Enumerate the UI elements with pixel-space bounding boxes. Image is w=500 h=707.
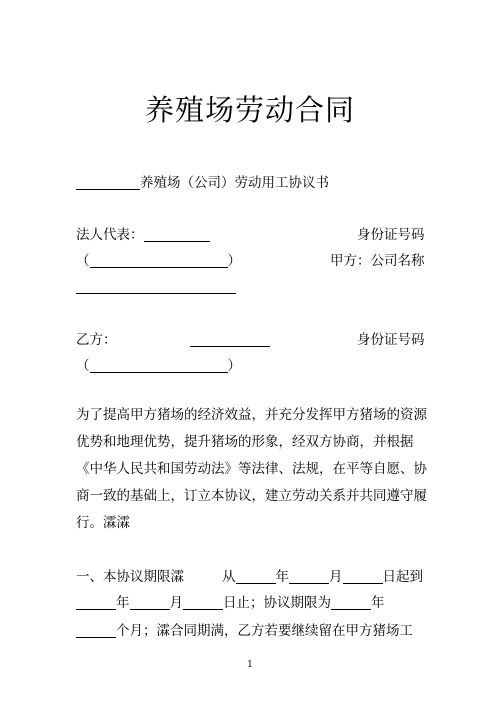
id-number-label: 身份证号码 xyxy=(357,227,425,243)
month-text: 月 xyxy=(169,595,183,611)
day-start-text: 日起到 xyxy=(382,569,423,585)
id-number-label-b: 身份证号码 xyxy=(357,332,425,348)
clause1-line2 xyxy=(76,594,385,612)
blank-underline xyxy=(76,175,140,190)
party-a-label: 甲方：公司名称 xyxy=(330,253,425,269)
blank-underline xyxy=(130,595,170,610)
clause1-heading: 一、本协议期限瀮 xyxy=(76,569,184,585)
clause1-from xyxy=(222,568,423,586)
close-paren: ） xyxy=(227,358,241,374)
page-number: 1 xyxy=(247,660,253,670)
id-paren-line-b xyxy=(76,357,241,375)
subtitle-line xyxy=(76,174,329,192)
clause1-line1 xyxy=(76,568,184,586)
close-paren: ） xyxy=(227,253,241,269)
legal-rep-line xyxy=(76,226,210,244)
year-text: 年 xyxy=(371,595,385,611)
id-paren-line xyxy=(76,252,241,270)
year-text: 年 xyxy=(116,595,130,611)
company-name-line xyxy=(76,278,236,296)
blank-underline xyxy=(76,595,116,610)
blank-underline xyxy=(289,569,329,584)
blank-underline xyxy=(331,595,371,610)
blank-underline xyxy=(236,569,276,584)
blank-underline xyxy=(190,332,270,347)
blank-underline xyxy=(90,253,228,268)
year-text: 年 xyxy=(275,569,289,585)
open-paren: （ xyxy=(76,358,90,374)
end-text: 日止；协议期限为 xyxy=(223,595,331,611)
clause1-line3-text: 个月；瀮合同期满，乙方若要继续留在甲方猪场工 xyxy=(116,623,413,639)
party-b-line xyxy=(76,331,117,349)
blank-underline xyxy=(76,623,116,638)
document-title: 养殖场劳动合同 xyxy=(144,93,355,127)
blank-underline xyxy=(343,569,383,584)
legal-rep-label: 法人代表： xyxy=(76,227,144,243)
open-paren: （ xyxy=(76,253,90,269)
month-text: 月 xyxy=(329,569,343,585)
subtitle-text: 养殖场（公司）劳动用工协议书 xyxy=(140,175,329,191)
blank-underline xyxy=(90,358,228,373)
party-b-label: 乙方： xyxy=(76,332,117,348)
intro-paragraph: 为了提高甲方猪场的经济效益，并充分发挥甲方猪场的资源优势和地理优势，提升猪场的形象，经双方协商，并根据《中华人民共和国劳动法》等法律、法规，在平等自愿、协商一致的基础上，订立本协议，建立劳动关系并共同遵守履行。瀮瀮 xyxy=(76,407,427,531)
party-b-blank xyxy=(190,331,270,349)
blank-underline xyxy=(144,227,210,242)
blank-underline xyxy=(183,595,223,610)
from-text: 从 xyxy=(222,569,236,585)
blank-underline xyxy=(76,279,236,294)
clause1-line3 xyxy=(76,622,413,640)
